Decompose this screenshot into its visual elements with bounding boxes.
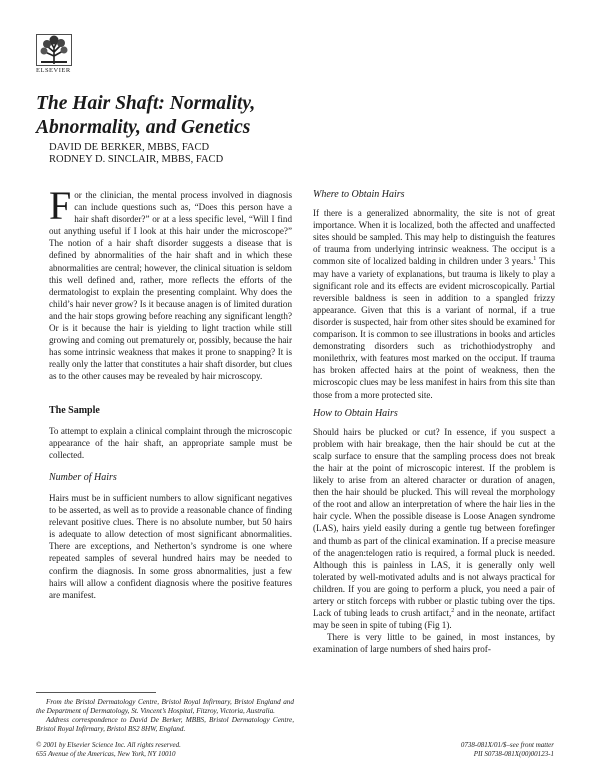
- intro-paragraph: [49, 183, 292, 383]
- author-list: [49, 142, 223, 166]
- article-title: The Hair Shaft: Normality, Abnormality, and Genetics: [36, 93, 256, 138]
- left-column: [49, 183, 292, 601]
- footnote-affiliation: From the Bristol Dermatology Centre, Bristol Royal Infirmary, Bristol England and the Department of Dermatology, St. Vincent’s Hospital, Fitzroy, Victoria, Australia.: [36, 698, 294, 715]
- elsevier-tree-icon: [36, 34, 72, 66]
- heading-sample: The Sample: [49, 404, 100, 416]
- right-column: [313, 189, 555, 655]
- how-text-b: and in the neonate, artifact may be seen in spite of tubing (Fig 1).: [313, 608, 556, 631]
- reference-2: 2: [451, 608, 455, 615]
- how-paragraph: [313, 426, 555, 632]
- copyright-line-1: © 2001 by Elsevier Science Inc. All rights reserved.: [36, 741, 181, 749]
- footnote-correspondence: Address correspondence to David De Berker, MBBS, Bristol Dermatology Centre, Bristol Royal Infirmary, Bristol BS2 8HW, England.: [36, 716, 294, 733]
- where-text-a: If there is a generalized abnormality, the site is not of great importance. When it is localized, both the affected and unaffected sites should be sampled. This may help to distinguish the features of trauma from underlying intrinsic weakness. The occiput is a common site of localized balding in children under 3 years.: [313, 208, 555, 267]
- issn-info: [461, 741, 554, 759]
- author-1: DAVID DE BERKER, MBBS, FACD: [49, 142, 210, 153]
- publisher-logo: [36, 34, 72, 74]
- footnotes: [36, 698, 294, 734]
- how-paragraph-2: There is very little to be gained, in most instances, by examination of large numbers of shed hairs prof-: [313, 632, 555, 655]
- reference-1: 1: [533, 256, 537, 263]
- author-2: RODNEY D. SINCLAIR, MBBS, FACD: [49, 154, 224, 165]
- how-text-a: Should hairs be plucked or cut? In essence, if you suspect a problem with hair breakage, then the hair should be cut at the scalp surface to ensure that the sampling process does not break the hair at the point of microscopic interest. If the problem is likely to arise from an altered character or duration of anagen, then the hair should be plucked. This will reveal the morphology of the root and allow an interpretation of where the hair lies in the hair cycle. When the possible disease is Loose Anagen syndrome (LAS), hairs yield easily during a gentle tug between forefinger and thumb as part of the clinical examination. If a precise measure of the anagen:telogen ratio is required, a formal pluck is needed. Although this is painless in LAS, it is generally only well tolerated by well-motivated adults and is not always practical for children. If you are going to perform a pluck, you need a pair of artery or stitch forceps with rubber or plastic tubing over the tips. Lack of tubing leads to crush artifact,: [313, 426, 555, 619]
- issn-line-1: 0738-081X/01/$–see front matter: [460, 741, 554, 749]
- drop-cap: F: [49, 183, 72, 228]
- issn-line-2: PII S0738-081X(00)00123-1: [473, 750, 554, 758]
- number-paragraph: Hairs must be in sufficient numbers to allow significant negatives to be asserted, as well as to provide a reasonable chance of finding relevant positive clues. There is no absolute number, but 50 hairs is adequate to allow detection of most significant abnormalities. There are exceptions, and Netherton’s syndrome is one where repeated samples of several hundred hairs may be needed to confirm the diagnosis. In some gross abnormalities, just a few hairs will allow a confident diagnosis where the positive features are manifest.: [49, 492, 292, 600]
- where-text-b: This may have a variety of explanations, but trauma is likely to play a significant role and its effects are evident microscopically. Partial reversible baldness is seen in addition to a spangled frizzy appearance. Given that this is a variant of normal, if a true disorder is suspected, hair from other sites should be examined for comparison. It is common to see illustrations in books and articles demonstrating disorders such as trichothiodystrophy and monilethrix, with features most marked on the occiput. If trauma has broken affected hairs at the point of weakness, then the microscopic clues may be less manifest in hairs from this site than those from a more protected site.: [313, 256, 555, 400]
- sample-paragraph: To attempt to explain a clinical complaint through the microscopic appearance of the hair shaft, an appropriate sample must be collected.: [49, 425, 292, 460]
- copyright: [36, 741, 181, 759]
- intro-text: or the clinician, the mental process involved in diagnosis can include questions such as, “Does this person have a hair shaft disorder?” or at a less specific level, “Will I find out anything useful if I look at this hair under the microscope?” The notion of a hair shaft disorder suggests a disease that is defined by abnormalities of the hair shaft and in which these abnormalities are central; however, the clinical situation is seldom this well defined and, rather, more reflects the efforts of the dermatologist to explain the presenting complaint. Why does the child’s hair never grow? Is it because anagen is of limited duration and the hair stops growing before reaching any significant length? Or is it because the hair is yielding to light traction while still growing and coming out prematurely or, possibly, because the hair has some intrinsic weakness that makes it prone to snapping? It is really only the latter that constitutes a hair shaft disorder, but clues as to the other causes may be revealed by hair microscopy.: [49, 190, 292, 382]
- where-paragraph: [313, 207, 555, 401]
- footnote-rule: [36, 692, 156, 693]
- heading-number-of-hairs: Number of Hairs: [49, 471, 117, 483]
- publisher-name: ELSEVIER: [36, 67, 71, 74]
- heading-how-to-obtain: How to Obtain Hairs: [313, 407, 398, 419]
- copyright-line-2: 655 Avenue of the Americas, New York, NY 10010: [36, 750, 176, 758]
- heading-where-to-obtain: Where to Obtain Hairs: [313, 189, 405, 200]
